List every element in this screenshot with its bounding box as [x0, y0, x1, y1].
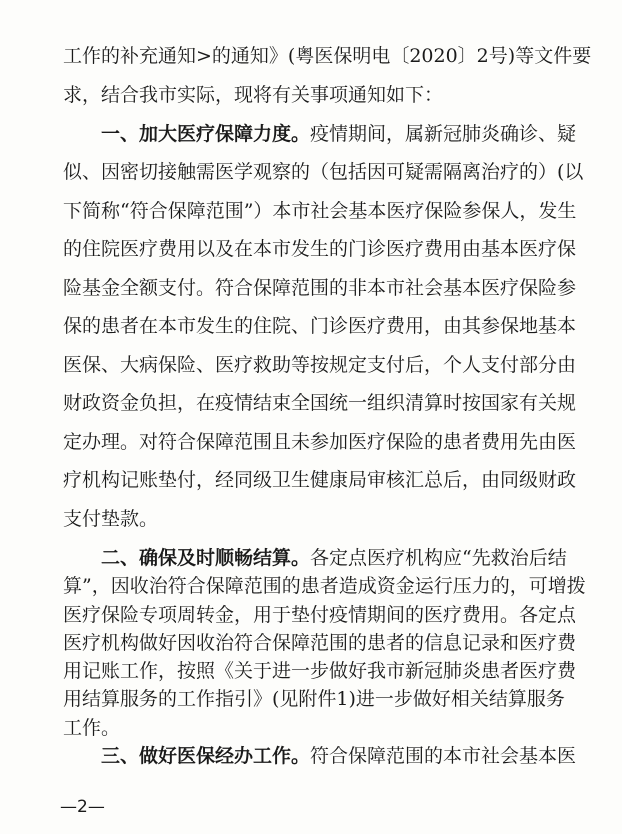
section1-first-line-text: 疫情期间，属新冠肺炎确诊、疑 [310, 123, 577, 145]
section2-line: 医疗机构做好因收治符合保障范围的患者的信息记录和医疗费 [63, 632, 577, 654]
section2-line: 用结算服务的工作指引》(见附件1)进一步做好相关结算服务 [63, 688, 565, 710]
section1-line: 保的患者在本市发生的住院、门诊医疗费用，由其参保地基本 [63, 315, 577, 337]
section1-line: 财政资金负担，在疫情结束全国统一组织清算时按国家有关规 [63, 392, 577, 414]
section2-first-line-text: 各定点医疗机构应“先救治后结 [310, 547, 567, 569]
section2-heading: 二、确保及时顺畅结算。 [101, 547, 311, 569]
section1-line: 支付垫款。 [63, 508, 159, 530]
section3-first-line [101, 744, 577, 768]
section1-line: 的住院医疗费用以及在本市发生的门诊医疗费用由基本医疗保 [63, 238, 577, 260]
section1-line: 定办理。对符合保障范围且未参加医疗保险的患者费用先由医 [63, 431, 577, 453]
section2-line: 用记账工作，按照《关于进一步做好我市新冠肺炎患者医疗费 [63, 660, 577, 682]
intro-line-2: 求，结合我市实际，现将有关事项通知如下： [63, 84, 444, 106]
section2-line: 工作。 [63, 717, 121, 739]
section1-line: 下简称“符合保障范围”）本市社会基本医疗保险参保人，发生 [63, 200, 577, 222]
section2-line: 算”，因收治符合保障范围的患者造成资金运行压力的，可增拨 [63, 575, 586, 597]
section3-first-line-text: 符合保障范围的本市社会基本医 [310, 745, 577, 767]
section1-line: 医保、大病保险、医疗救助等按规定支付后，个人支付部分由 [63, 354, 577, 376]
section1-line: 疗机构记账垫付，经同级卫生健康局审核汇总后，由同级财政 [63, 469, 577, 491]
section3-heading: 三、做好医保经办工作。 [101, 745, 311, 767]
section2-first-line [101, 546, 567, 570]
section1-line: 险基金全额支付。符合保障范围的非本市社会基本医疗保险参 [63, 277, 577, 299]
section2-line: 医疗保险专项周转金，用于垫付疫情期间的医疗费用。各定点 [63, 604, 577, 626]
section1-heading: 一、加大医疗保障力度。 [101, 123, 311, 145]
intro-line-1: 工作的补充通知>的通知》(粤医保明电〔2020〕2号)等文件要 [63, 45, 592, 67]
page-number: —2— [60, 797, 105, 817]
section1-line: 似、因密切接触需医学观察的（包括因可疑需隔离治疗的）(以 [63, 161, 584, 183]
section1-first-line [101, 122, 577, 146]
